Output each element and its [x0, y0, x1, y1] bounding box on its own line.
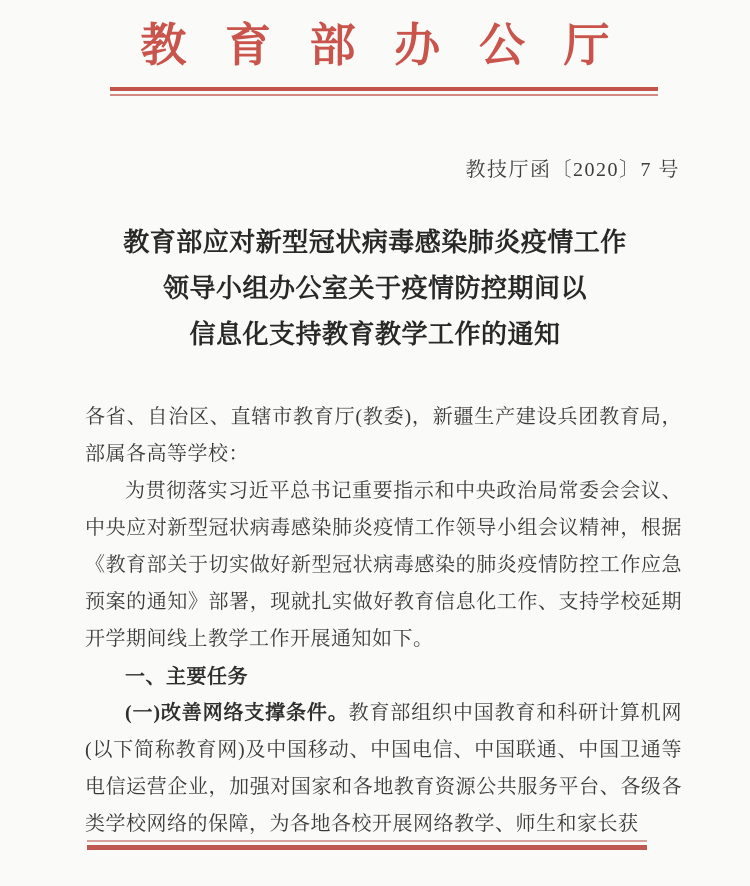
- item-1-lead: (一)改善网络支撑条件。: [125, 702, 349, 724]
- document-reference-number: 教技厅函〔2020〕7 号: [465, 159, 680, 181]
- letterhead-divider-rule: [110, 87, 658, 96]
- letterhead-agency-title: 教育部办公厅: [140, 18, 649, 72]
- title-line-1: 教育部应对新型冠状病毒感染肺炎疫情工作: [123, 228, 627, 257]
- salutation-line: 各省、自治区、直辖市教育厅(教委)，新疆生产建设兵团教育局，部属各高等学校：: [85, 406, 682, 465]
- document-title: [0, 220, 750, 358]
- document-body: [85, 399, 682, 843]
- item-1-body: 教育部组织中国教育和科研计算机网(以下简称教育网)及中国移动、中国电信、中国联通、中国卫通等电信运营企业，加强对国家和各地教育资源公共服务平台、各级各类学校网络的保障，为各地各校开展网络教学、师生和家长获: [85, 702, 682, 835]
- title-line-3: 信息化支持教育教学工作的通知: [189, 320, 561, 349]
- item-1-paragraph: [85, 695, 682, 843]
- page-bottom-rule: [87, 840, 647, 850]
- section-1-heading: 一、主要任务: [125, 664, 248, 688]
- title-line-2: 领导小组办公室关于疫情防控期间以: [162, 274, 587, 303]
- opening-paragraph: 为贯彻落实习近平总书记重要指示和中央政治局常委会会议、中央应对新型冠状病毒感染肺炎疫情工作领导小组会议精神，根据《教育部关于切实做好新型冠状病毒感染的肺炎疫情防控工作应急预案的通知》部署，现就扎实做好教育信息化工作、支持学校延期开学期间线上教学工作开展通知如下。: [85, 480, 682, 650]
